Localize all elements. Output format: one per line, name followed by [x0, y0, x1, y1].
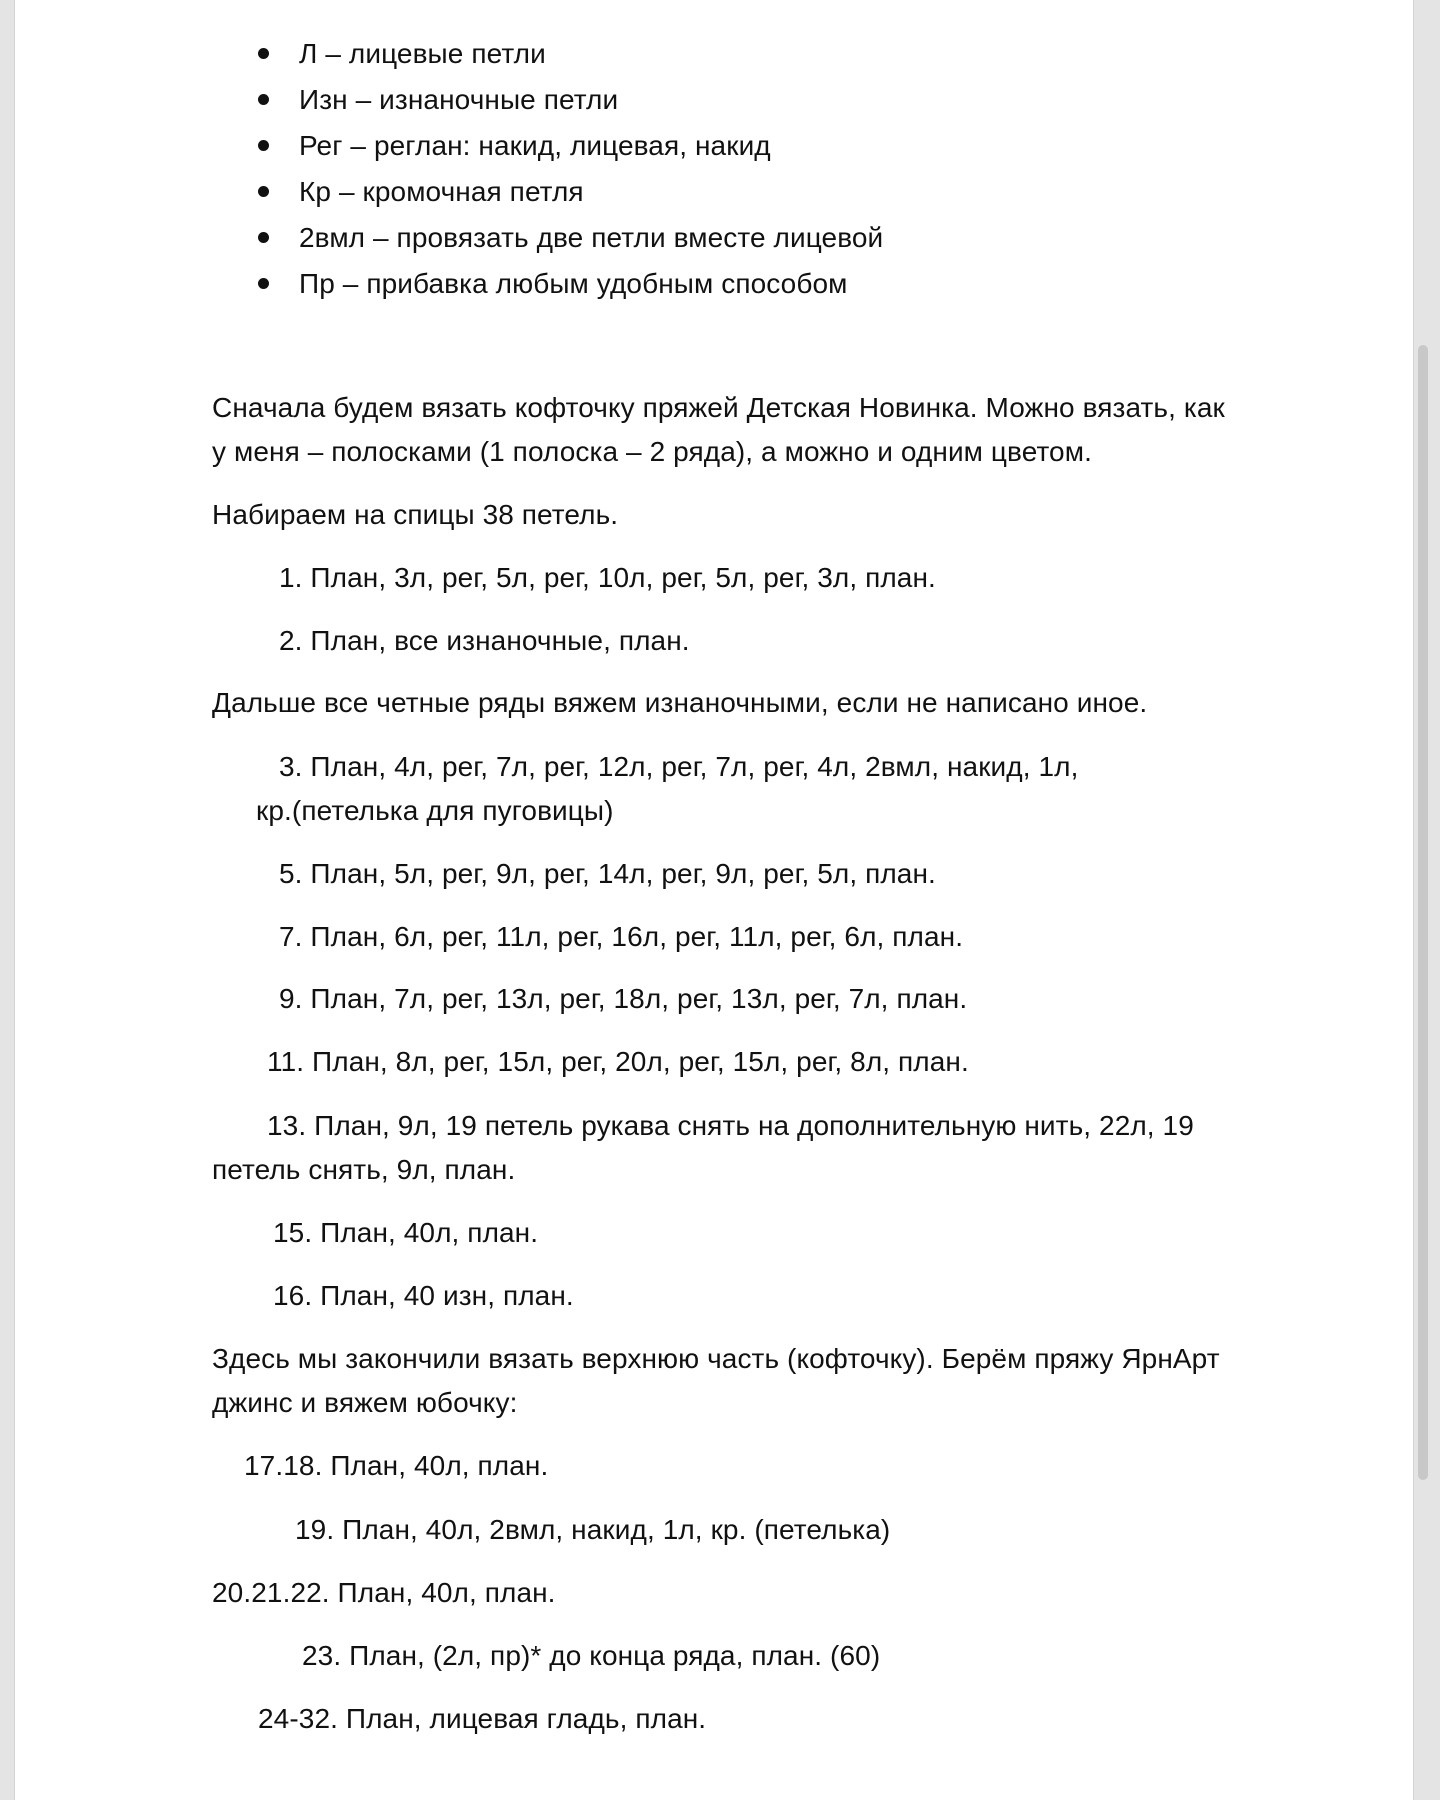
row-instruction: 9. План, 7л, рег, 13л, рег, 18л, рег, 13л, рег, 7л, план. [279, 983, 968, 1014]
legend-item: Рег – реглан: накид, лицевая, накид [299, 130, 771, 161]
legend-item: Пр – прибавка любым удобным способом [299, 268, 848, 299]
row-instruction: 24-32. План, лицевая гладь, план. [258, 1703, 707, 1734]
row-instruction: 17.18. План, 40л, план. [244, 1450, 549, 1481]
row-instruction: 2. План, все изнаночные, план. [279, 625, 690, 656]
bullet-icon [258, 48, 269, 59]
row-instruction: 3. План, 4л, рег, 7л, рег, 12л, рег, 7л, рег, 4л, 2вмл, накид, 1л, [279, 751, 1079, 782]
intro-paragraph-line2: у меня – полосками (1 полоска – 2 ряда), а можно и одним цветом. [212, 436, 1092, 467]
bullet-icon [258, 186, 269, 197]
legend-item: Изн – изнаночные петли [299, 84, 619, 115]
bullet-icon [258, 278, 269, 289]
skirt-intro-line1: Здесь мы закончили вязать верхнюю часть (кофточку). Берём пряжу ЯрнАрт [212, 1343, 1220, 1374]
legend-item: Л – лицевые петли [299, 38, 546, 69]
cast-on-paragraph: Набираем на спицы 38 петель. [212, 499, 619, 530]
row-instruction: 5. План, 5л, рег, 9л, рег, 14л, рег, 9л, рег, 5л, план. [279, 858, 936, 889]
bullet-icon [258, 94, 269, 105]
legend-item: Кр – кромочная петля [299, 176, 584, 207]
vertical-scrollbar[interactable] [1418, 345, 1428, 1480]
even-rows-note: Дальше все четные ряды вяжем изнаночными, если не написано иное. [212, 687, 1148, 718]
row-instruction: 23. План, (2л, пр)* до конца ряда, план. (60) [302, 1640, 881, 1671]
row-instruction: 19. План, 40л, 2вмл, накид, 1л, кр. (петелька) [295, 1514, 891, 1545]
row-instruction-continuation: петель снять, 9л, план. [212, 1154, 516, 1185]
row-instruction: 1. План, 3л, рег, 5л, рег, 10л, рег, 5л, рег, 3л, план. [279, 562, 936, 593]
legend-item: 2вмл – провязать две петли вместе лицевой [299, 222, 884, 253]
row-instruction: 15. План, 40л, план. [273, 1217, 539, 1248]
bullet-icon [258, 140, 269, 151]
row-instruction: 13. План, 9л, 19 петель рукава снять на дополнительную нить, 22л, 19 [267, 1110, 1194, 1141]
intro-paragraph-line1: Сначала будем вязать кофточку пряжей Детская Новинка. Можно вязать, как [212, 392, 1225, 423]
row-instruction: 11. План, 8л, рег, 15л, рег, 20л, рег, 15л, рег, 8л, план. [267, 1046, 969, 1077]
skirt-intro-line2: джинс и вяжем юбочку: [212, 1387, 518, 1418]
bullet-icon [258, 232, 269, 243]
row-instruction: 20.21.22. План, 40л, план. [212, 1577, 556, 1608]
row-instruction-continuation: кр.(петелька для пуговицы) [256, 795, 614, 826]
row-instruction: 16. План, 40 изн, план. [273, 1280, 574, 1311]
row-instruction: 7. План, 6л, рег, 11л, рег, 16л, рег, 11л, рег, 6л, план. [279, 921, 964, 952]
